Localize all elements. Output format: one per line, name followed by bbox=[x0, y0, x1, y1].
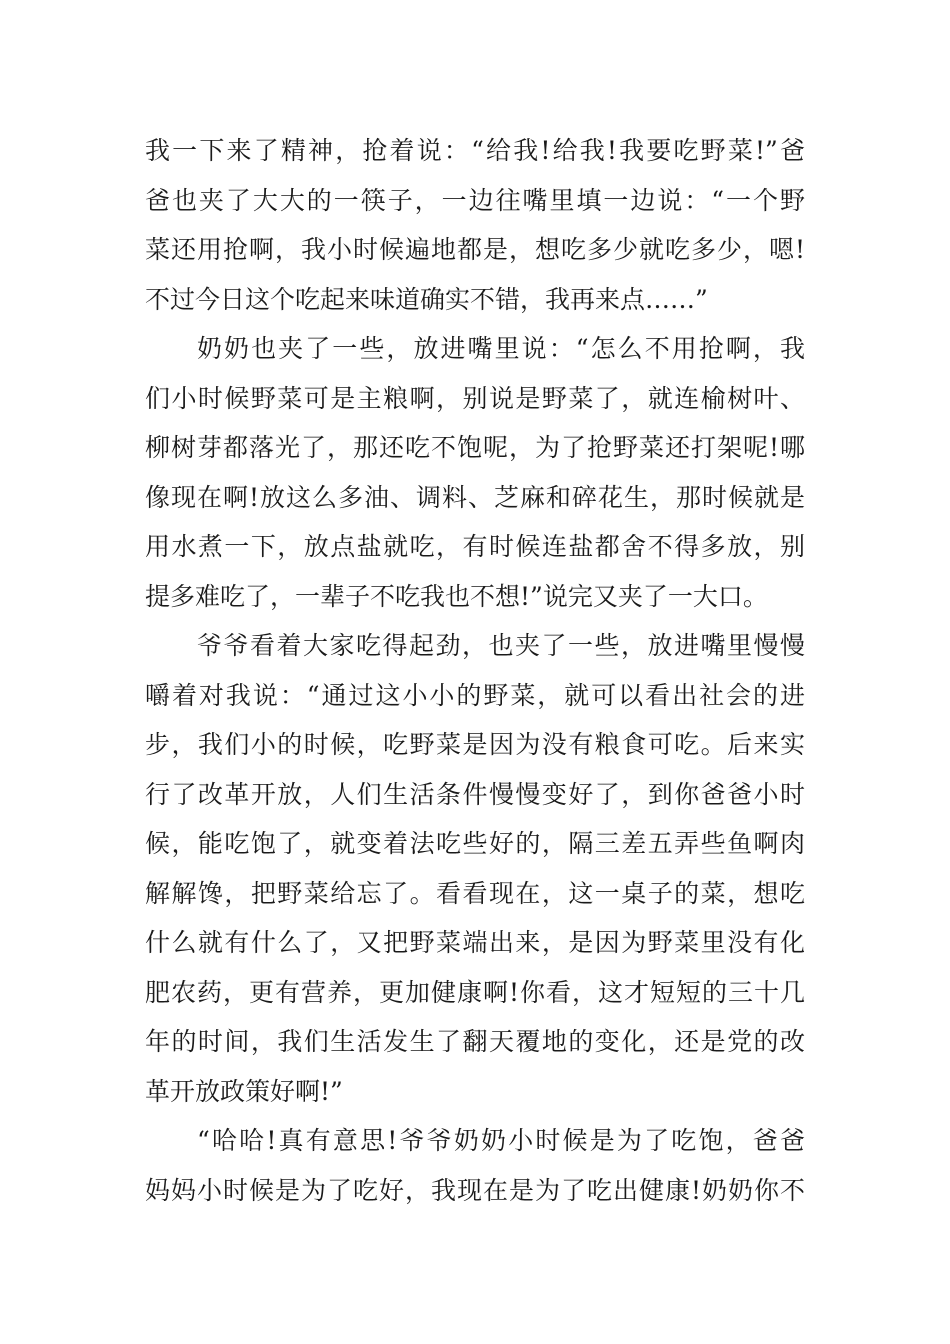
text-line: 革开放政策好啊!” bbox=[145, 1076, 343, 1106]
text-line: 行了改革开放，人们生活条件慢慢变好了，到你爸爸小时 bbox=[145, 779, 805, 809]
text-line: 菜还用抢啊，我小时候遍地都是，想吃多少就吃多少，嗯! bbox=[145, 235, 805, 264]
text-line: 用水煮一下，放点盐就吃，有时候连盐都舍不得多放，别 bbox=[145, 532, 805, 561]
text-line: 提多难吃了，一辈子不吃我也不想!”说完又夹了一大口。 bbox=[145, 581, 768, 611]
text-line: 我一下来了精神，抢着说：“给我!给我!我要吃野菜!”爸 bbox=[145, 136, 805, 165]
text-line: “哈哈!真有意思!爷爷奶奶小时候是为了吃饱，爸爸 bbox=[197, 1126, 805, 1155]
body-text bbox=[145, 126, 805, 1215]
text-line: 爸也夹了大大的一筷子，一边往嘴里填一边说：“一个野 bbox=[145, 185, 805, 215]
text-line: 候，能吃饱了，就变着法吃些好的，隔三差五弄些鱼啊肉 bbox=[145, 829, 805, 858]
text-line: 们小时候野菜可是主粮啊，别说是野菜了，就连榆树叶、 bbox=[145, 383, 805, 413]
text-line: 妈妈小时候是为了吃好，我现在是为了吃出健康!奶奶你不 bbox=[145, 1175, 805, 1205]
text-line: 什么就有什么了，又把野菜端出来，是因为野菜里没有化 bbox=[145, 928, 805, 957]
text-line: 解解馋，把野菜给忘了。看看现在，这一桌子的菜，想吃 bbox=[145, 878, 805, 908]
text-line: 像现在啊!放这么多油、调料、芝麻和碎花生，那时候就是 bbox=[145, 482, 805, 512]
text-line: 年的时间，我们生活发生了翻天覆地的变化，还是党的改 bbox=[145, 1027, 805, 1056]
text-line: 肥农药，更有营养，更加健康啊!你看，这才短短的三十几 bbox=[145, 977, 805, 1007]
text-line: 奶奶也夹了一些，放进嘴里说：“怎么不用抢啊，我 bbox=[197, 334, 805, 363]
text-line: 爷爷看着大家吃得起劲，也夹了一些，放进嘴里慢慢 bbox=[197, 631, 805, 660]
text-line: 不过今日这个吃起来味道确实不错，我再来点……” bbox=[145, 284, 708, 314]
text-line: 步，我们小的时候，吃野菜是因为没有粮食可吃。后来实 bbox=[145, 730, 805, 759]
text-line: 柳树芽都落光了，那还吃不饱呢，为了抢野菜还打架呢!哪 bbox=[145, 433, 805, 462]
text-line: 嚼着对我说：“通过这小小的野菜，就可以看出社会的进 bbox=[145, 680, 805, 710]
